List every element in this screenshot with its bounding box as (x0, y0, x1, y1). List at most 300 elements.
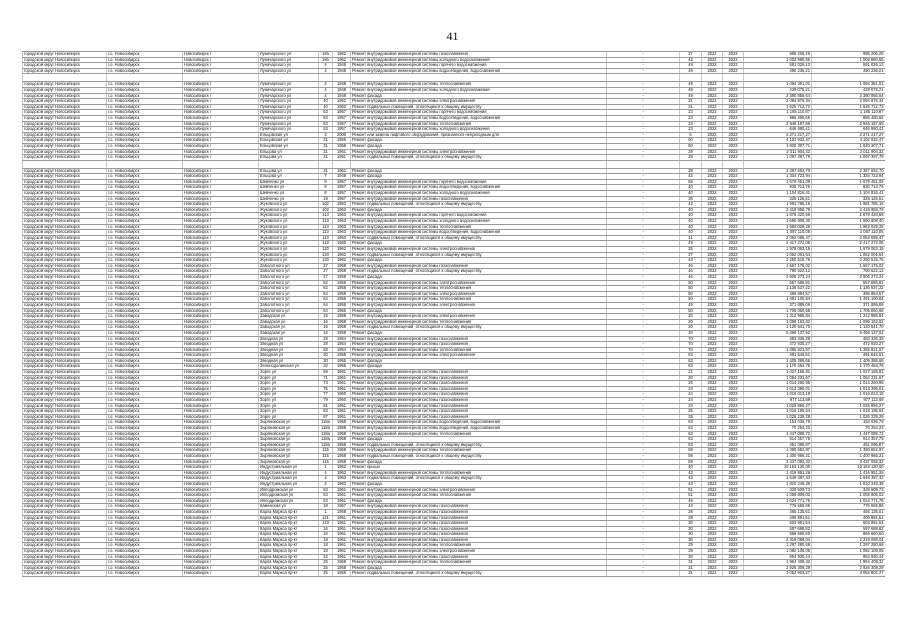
table-cell-vid_rabot: Ремонт внутридомовой инженерной системы теплоснабжения (351, 82, 607, 88)
table-cell-god_nachala: 2022 (702, 493, 723, 499)
table-cell-raion: г.о. Новосибирск (107, 437, 183, 443)
table-cell-dash: - (607, 504, 680, 510)
table-cell-vid_rabot: Ремонт внутридомовой инженерной системы газоснабжения (351, 414, 607, 420)
table-cell-okrug: городской округ Новосибирск (23, 392, 107, 398)
table-cell-srok: 50 (680, 308, 702, 314)
table-cell-srok: 63 (680, 442, 702, 448)
table-cell-stoimost: 1 667 176,02 (744, 263, 812, 269)
table-cell-vid_rabot: Ремонт внутридомовой инженерной системы газоснабжения (351, 375, 607, 381)
table-cell-god_okonchaniya: 2023 (723, 330, 744, 336)
table-cell-okrug: городской округ Новосибирск (23, 476, 107, 482)
table-cell-god_postroiki: 1956 (333, 308, 351, 314)
table-cell-okrug: городской округ Новосибирск (23, 224, 107, 230)
table-cell-god_okonchaniya: 2023 (723, 168, 744, 174)
table-cell-ulitsa: Жуковского ул (259, 207, 319, 213)
table-cell-dash: - (607, 207, 680, 213)
table-cell-srok: 41 (680, 235, 702, 241)
table-cell-ulitsa: Зыряновская ул (259, 448, 319, 454)
table-cell-god_nachala: 2022 (702, 207, 723, 213)
table-cell-god_nachala: 2022 (702, 149, 723, 155)
table-cell-dom: 64 (319, 297, 333, 303)
table-cell-stoimost_itog: 3 052 902,27 (812, 571, 885, 577)
table-cell-ulitsa: Карла Маркса пр-кт (259, 571, 319, 577)
table-cell-okrug: городской округ Новосибирск (23, 420, 107, 426)
table-cell-stoimost: 1 120 541,70 (744, 325, 812, 331)
table-cell-vid_rabot: Ремонт внутридомовой инженерной системы газоснабжения (351, 526, 607, 532)
table-cell-dom: 113 (319, 241, 333, 247)
table-cell-nas_punkt: Новосибирск г (183, 414, 259, 420)
table-cell-vid_rabot: Ремонт внутридомовой инженерной системы холодного водоснабжения (351, 191, 607, 197)
table-cell-nas_punkt: Новосибирск г (183, 521, 259, 527)
table-cell-stoimost_itog: 1 087 110,05 (812, 230, 885, 236)
table-cell-raion: г.о. Новосибирск (107, 560, 183, 566)
table-cell-dom: 123 (319, 521, 333, 527)
table-cell-stoimost_itog: 472 930,27 (812, 342, 885, 348)
table-cell-raion: г.о. Новосибирск (107, 470, 183, 476)
table-cell-dash: - (607, 532, 680, 538)
table-cell-dom: 121 (319, 515, 333, 521)
table-cell-dash: - (607, 319, 680, 325)
table-cell-okrug: городской округ Новосибирск (23, 398, 107, 404)
table-cell-raion: г.о. Новосибирск (107, 532, 183, 538)
table-cell-raion: г.о. Новосибирск (107, 138, 183, 144)
table-cell (607, 74, 680, 82)
table-cell-vid_rabot: Ремонт крыши (351, 465, 607, 471)
table-cell-stoimost: 2 011 904,32 (744, 149, 812, 155)
table-cell-nas_punkt: Новосибирск г (183, 347, 259, 353)
table-cell-raion: г.о. Новосибирск (107, 247, 183, 253)
table-cell-stoimost_itog: 1 062 001,64 (812, 252, 885, 258)
table-cell-god_postroiki: 1960 (333, 241, 351, 247)
table-cell-srok: 63 (680, 353, 702, 359)
table-cell-ulitsa: Жуковского ул (259, 219, 319, 225)
table-cell-god_postroiki: 1961 (333, 515, 351, 521)
table-cell-dom: 118а (319, 437, 333, 443)
table-cell-raion: г.о. Новосибирск (107, 325, 183, 331)
table-cell-god_postroiki: 1954 (333, 347, 351, 353)
table-cell-god_postroiki: 1958 (333, 330, 351, 336)
table-cell-god_postroiki: 1956 (333, 302, 351, 308)
table-cell-srok: 30 (680, 532, 702, 538)
table-cell-stoimost: 1 385 921,57 (744, 347, 812, 353)
table-cell-dom: 31 (319, 168, 333, 174)
table-cell-god_okonchaniya: 2023 (723, 381, 744, 387)
table-cell-okrug: городской округ Новосибирск (23, 93, 107, 99)
table-cell-okrug: городской округ Новосибирск (23, 241, 107, 247)
table-cell (107, 74, 183, 82)
table-cell-stoimost: 1 104 816,41 (744, 191, 812, 197)
table-cell-okrug: городской округ Новосибирск (23, 515, 107, 521)
table-cell-srok: 24 (680, 386, 702, 392)
table-cell-god_okonchaniya: 2023 (723, 235, 744, 241)
table-cell-srok: 46 (680, 263, 702, 269)
table-cell-god_okonchaniya: 2023 (723, 414, 744, 420)
table-cell-vid_rabot: Ремонт внутридомовой инженерной системы теплоснабжения (351, 224, 607, 230)
table-cell-stoimost_itog: 465 135,61 (812, 509, 885, 515)
table-cell-god_postroiki: 1957 (333, 127, 351, 133)
table-cell-god_postroiki: 1958 (333, 319, 351, 325)
table-cell-stoimost: 2 094 876,34 (744, 99, 812, 105)
table-cell-ulitsa: Карла Маркса пр-кт (259, 560, 319, 566)
table-cell-raion: г.о. Новосибирск (107, 63, 183, 69)
table-cell-raion: г.о. Новосибирск (107, 57, 183, 63)
table-cell-nas_punkt: Новосибирск г (183, 571, 259, 577)
table-cell-nas_punkt: Новосибирск г (183, 202, 259, 208)
table-cell-srok: 42 (680, 202, 702, 208)
table-cell-nas_punkt: Новосибирск г (183, 224, 259, 230)
table-cell-god_nachala: 2022 (702, 185, 723, 191)
table-cell-dom: 4 (319, 82, 333, 88)
table-cell-ulitsa: Ипподромская ул (259, 493, 319, 499)
table-cell-stoimost: 1 625 712,72 (744, 104, 812, 110)
table-cell-god_nachala: 2022 (702, 409, 723, 415)
table-cell (351, 160, 607, 168)
table-cell-stoimost: 1 185 110,87 (744, 110, 812, 116)
table-cell-okrug: городской округ Новосибирск (23, 104, 107, 110)
table-cell-okrug: городской округ Новосибирск (23, 168, 107, 174)
table-cell-stoimost: 1 491 100,84 (744, 297, 812, 303)
table-cell-raion: г.о. Новосибирск (107, 191, 183, 197)
table-cell-stoimost: 153 036,79 (744, 420, 812, 426)
table-cell-vid_rabot: Ремонт подвальных помещений, относящихся к общему имуществу (351, 252, 607, 258)
table-cell-okrug: городской округ Новосибирск (23, 554, 107, 560)
table-cell (23, 160, 107, 168)
table-cell-stoimost: 1 380 652,97 (744, 448, 812, 454)
table-cell-ulitsa: Ельцова ул (259, 155, 319, 161)
table-cell-stoimost: 1 405 386,66 (744, 358, 812, 364)
table-cell-nas_punkt: Новосибирск г (183, 420, 259, 426)
table-cell-nas_punkt: Новосибирск г (183, 465, 259, 471)
table-cell-god_okonchaniya: 2023 (723, 481, 744, 487)
table-cell-stoimost: 2 319 088,04 (744, 537, 812, 543)
table-cell-dash: - (607, 442, 680, 448)
table-cell-god_nachala: 2022 (702, 381, 723, 387)
table-cell-god_okonchaniya: 2023 (723, 470, 744, 476)
table-cell-dom: 113 (319, 219, 333, 225)
table-cell-stoimost: 1 334 723,94 (744, 174, 812, 180)
table-cell-vid_rabot: Ремонт внутридомовой инженерной системы электроснабжения (351, 99, 607, 105)
table-cell-vid_rabot: Ремонт подвальных помещений, относящихся к общему имуществу (351, 235, 607, 241)
table-cell-god_postroiki: 1961 (333, 414, 351, 420)
table-cell-god_okonchaniya: 2023 (723, 132, 744, 138)
table-cell-dash: - (607, 82, 680, 88)
table-cell-god_nachala: 2022 (702, 127, 723, 133)
table-cell-god_okonchaniya: 2023 (723, 155, 744, 161)
table-cell-nas_punkt: Новосибирск г (183, 549, 259, 555)
table-cell-god_okonchaniya: 2023 (723, 498, 744, 504)
table-cell-god_postroiki: 1961 (333, 543, 351, 549)
table-cell-stoimost_itog: 1 002 980,55 (812, 57, 885, 63)
table-cell-dash: - (607, 386, 680, 392)
table-cell-stoimost_itog: 1 416 951,26 (812, 470, 885, 476)
table-cell-stoimost_itog: 1 013 396,01 (812, 386, 885, 392)
table-cell-srok: 43 (680, 476, 702, 482)
table-cell-god_nachala: 2022 (702, 453, 723, 459)
table-cell-god_postroiki: 1961 (333, 498, 351, 504)
table-cell-srok: 43 (680, 258, 702, 264)
table-cell-god_postroiki: 1961 (333, 532, 351, 538)
table-cell-dom: 2 (319, 132, 333, 138)
table-cell-okrug: городской округ Новосибирск (23, 127, 107, 133)
table-cell-raion: г.о. Новосибирск (107, 235, 183, 241)
table-cell-god_postroiki: 1962 (333, 258, 351, 264)
table-cell-stoimost: 2 945 187,69 (744, 121, 812, 127)
table-cell-stoimost_itog: 2 387 652,70 (812, 168, 885, 174)
table-cell-nas_punkt: Новосибирск г (183, 213, 259, 219)
table-cell-srok: 50 (680, 291, 702, 297)
table-cell-god_postroiki: 1962 (333, 252, 351, 258)
table-cell-nas_punkt: Новосибирск г (183, 314, 259, 320)
table-cell-dash: - (607, 230, 680, 236)
table-cell-dash: - (607, 308, 680, 314)
table-cell-god_postroiki: 1962 (333, 57, 351, 63)
table-cell-god_postroiki: 1958 (333, 274, 351, 280)
table-cell-ulitsa: Звездная ул (259, 353, 319, 359)
table-cell-raion: г.о. Новосибирск (107, 504, 183, 510)
table-cell-ulitsa: Жуковского ул (259, 213, 319, 219)
table-cell-srok: 28 (680, 515, 702, 521)
table-cell-srok: 59 (680, 459, 702, 465)
table-cell-stoimost: 1 024 771,76 (744, 498, 812, 504)
table-cell-stoimost: 2 418 958,79 (744, 207, 812, 213)
table-cell-nas_punkt: Новосибирск г (183, 493, 259, 499)
table-cell-okrug: городской округ Новосибирск (23, 191, 107, 197)
table-cell-dash: - (607, 470, 680, 476)
table-cell-dom: 71 (319, 375, 333, 381)
table-cell-dom: 63 (319, 110, 333, 116)
table-cell-dash: - (607, 414, 680, 420)
table-cell-nas_punkt: Новосибирск г (183, 219, 259, 225)
table-cell-srok: 50 (680, 143, 702, 149)
table-cell-god_nachala: 2022 (702, 325, 723, 331)
table-cell-nas_punkt: Новосибирск г (183, 93, 259, 99)
table-cell-god_nachala: 2022 (702, 224, 723, 230)
table-cell-okrug: городской округ Новосибирск (23, 526, 107, 532)
table-cell-ulitsa: Ельцовская ул (259, 138, 319, 144)
table-cell-dom: 31 (319, 143, 333, 149)
table-cell-stoimost: 451 096,87 (744, 442, 812, 448)
table-cell-god_nachala: 2022 (702, 99, 723, 105)
table-cell-god_nachala: 2022 (702, 93, 723, 99)
table-cell-stoimost: 491 646,51 (744, 353, 812, 359)
table-cell-dash: - (607, 487, 680, 493)
table-cell-okrug: городской округ Новосибирск (23, 459, 107, 465)
table-cell-stoimost: 2 417 272,06 (744, 241, 812, 247)
table-cell-okrug: городской округ Новосибирск (23, 174, 107, 180)
table-cell-srok: 65 (680, 179, 702, 185)
table-cell-stoimost_itog: 790 522,12 (812, 269, 885, 275)
table-cell-nas_punkt: Новосибирск г (183, 235, 259, 241)
table-cell-dom: 8 (319, 179, 333, 185)
table-cell-ulitsa: Карла Маркса пр-кт (259, 554, 319, 560)
table-cell-srok: 31 (680, 571, 702, 577)
table-cell-nas_punkt: Новосибирск г (183, 308, 259, 314)
table-cell-dom: 4 (319, 87, 333, 93)
table-cell-god_nachala: 2022 (702, 560, 723, 566)
table-cell-dash: - (607, 297, 680, 303)
table-cell (259, 160, 319, 168)
table-cell-raion: г.о. Новосибирск (107, 314, 183, 320)
table-cell-god_postroiki: 1955 (333, 358, 351, 364)
table-cell-god_nachala: 2022 (702, 132, 723, 138)
table-cell (319, 74, 333, 82)
table-cell-srok: 46 (680, 269, 702, 275)
table-cell-okrug: городской округ Новосибирск (23, 353, 107, 359)
table-cell-dom: 118а (319, 442, 333, 448)
table-cell-ulitsa: Зыряновская ул (259, 459, 319, 465)
table-cell-stoimost: 4 102 932,47 (744, 138, 812, 144)
table-cell-srok: 29 (680, 168, 702, 174)
table-cell-raion: г.о. Новосибирск (107, 465, 183, 471)
table-cell-god_postroiki: 1958 (333, 453, 351, 459)
table-cell-ulitsa: Карла Маркса пр-кт (259, 543, 319, 549)
table-cell-vid_rabot: Ремонт внутридомовой инженерной системы теплоснабжения (351, 560, 607, 566)
table-cell-srok: 31 (680, 560, 702, 566)
table-cell-raion: г.о. Новосибирск (107, 286, 183, 292)
table-cell-raion: г.о. Новосибирск (107, 121, 183, 127)
table-cell-vid_rabot: Ремонт внутридомовой инженерной системы холодного водоснабжения (351, 219, 607, 225)
table-cell-raion: г.о. Новосибирск (107, 336, 183, 342)
table-cell-ulitsa: Шевченко ул (259, 191, 319, 197)
table-cell-stoimost_itog: 1 981 786,16 (812, 202, 885, 208)
table-cell-stoimost: 503 991,54 (744, 521, 812, 527)
table-cell-vid_rabot: Ремонт фасада (351, 565, 607, 571)
table-cell-god_postroiki: 1948 (333, 93, 351, 99)
table-cell-srok: 70 (680, 347, 702, 353)
table-cell-okrug: городской округ Новосибирск (23, 403, 107, 409)
table-cell-dash: - (607, 565, 680, 571)
table-cell-dash: - (607, 560, 680, 566)
table-cell-dom: 79 (319, 398, 333, 404)
table-cell-raion: г.о. Новосибирск (107, 330, 183, 336)
table-cell-god_okonchaniya: 2023 (723, 57, 744, 63)
table-cell-ulitsa: Ипподромская ул (259, 487, 319, 493)
table-cell-god_okonchaniya: 2023 (723, 230, 744, 236)
table-cell-god_okonchaniya: 2023 (723, 241, 744, 247)
table-cell-dom: 64 (319, 291, 333, 297)
table-cell-stoimost_itog: 406 891,51 (812, 515, 885, 521)
table-cell-raion: г.о. Новосибирск (107, 115, 183, 121)
table-cell-god_postroiki: 1961 (333, 168, 351, 174)
table-cell-stoimost_itog: 1 964 409,32 (812, 560, 885, 566)
table-cell-okrug: городской округ Новосибирск (23, 319, 107, 325)
table-cell-god_okonchaniya: 2023 (723, 453, 744, 459)
table-cell-dash: - (607, 549, 680, 555)
table-cell-god_nachala: 2022 (702, 476, 723, 482)
table-cell-srok: 40 (680, 191, 702, 197)
table-cell-okrug: городской округ Новосибирск (23, 291, 107, 297)
table-cell-stoimost: 429 075,21 (744, 87, 812, 93)
table-cell-stoimost: 406 891,51 (744, 515, 812, 521)
table-cell-god_nachala: 2022 (702, 286, 723, 292)
table-cell (702, 74, 723, 82)
table-cell-dom: 25 (319, 560, 333, 566)
table-cell-god_nachala: 2022 (702, 302, 723, 308)
table-cell-stoimost_itog: 1 679 451,09 (812, 179, 885, 185)
table-cell-nas_punkt: Новосибирск г (183, 409, 259, 415)
table-cell-vid_rabot: Ремонт внутридомовой инженерной системы электроснабжения (351, 280, 607, 286)
table-cell-vid_rabot: Ремонт фасада (351, 138, 607, 144)
table-cell-god_postroiki: 1958 (333, 420, 351, 426)
table-cell-stoimost: 1 810 249,39 (744, 481, 812, 487)
table-cell (680, 160, 702, 168)
table-cell-god_postroiki: 1956 (333, 291, 351, 297)
table-cell-god_okonchaniya: 2023 (723, 465, 744, 471)
table-cell-god_nachala: 2022 (702, 347, 723, 353)
table-body (23, 52, 885, 577)
table-cell-ulitsa: Заводская ул (259, 314, 319, 320)
table-cell-nas_punkt: Новосибирск г (183, 358, 259, 364)
table-cell-raion: г.о. Новосибирск (107, 99, 183, 105)
table-cell-srok: 40 (680, 230, 702, 236)
table-cell-raion: г.о. Новосибирск (107, 297, 183, 303)
table-cell-nas_punkt: Новосибирск г (183, 370, 259, 376)
table-cell-vid_rabot: Ремонт фасада (351, 274, 607, 280)
table-cell-ulitsa: Жуковского ул (259, 202, 319, 208)
table-cell-stoimost: 490 236,21 (744, 68, 812, 74)
table-cell-stoimost: 977 113,69 (744, 398, 812, 404)
table-cell-god_nachala: 2022 (702, 258, 723, 264)
table-cell-god_okonchaniya: 2023 (723, 342, 744, 348)
table-cell-okrug: городской округ Новосибирск (23, 274, 107, 280)
table-cell-dom: 28 (319, 347, 333, 353)
table-cell-ulitsa: Заболотного ул (259, 286, 319, 292)
table-cell-stoimost: 930 713,76 (744, 185, 812, 191)
table-cell-stoimost_itog: 1 667 176,02 (812, 263, 885, 269)
table-cell-stoimost_itog: 914 357,79 (812, 437, 885, 443)
table-cell-god_okonchaniya: 2023 (723, 532, 744, 538)
table-cell-okrug: городской округ Новосибирск (23, 521, 107, 527)
table-cell-okrug: городской округ Новосибирск (23, 509, 107, 515)
table-cell-god_okonchaniya: 2023 (723, 191, 744, 197)
table-cell-stoimost_itog: 2 926 309,29 (812, 565, 885, 571)
table-cell-raion: г.о. Новосибирск (107, 127, 183, 133)
table-cell-vid_rabot: Ремонт внутридомовой инженерной системы электроснабжения (351, 314, 607, 320)
table-cell-stoimost_itog: 1 014 260,95 (812, 381, 885, 387)
table-cell-god_nachala: 2022 (702, 353, 723, 359)
table-cell-god_okonchaniya: 2023 (723, 353, 744, 359)
table-cell-dom: 64 (319, 308, 333, 314)
table-cell-stoimost: 3 052 902,27 (744, 571, 812, 577)
table-cell-god_postroiki: 1961 (333, 526, 351, 532)
table-cell-nas_punkt: Новосибирск г (183, 274, 259, 280)
table-cell-dash: - (607, 571, 680, 577)
table-cell-stoimost: 790 522,12 (744, 269, 812, 275)
page-number: 41 (446, 29, 459, 43)
table-cell-vid_rabot: Ремонт фасада (351, 498, 607, 504)
table-cell-vid_rabot: Ремонт внутридомовой инженерной системы газоснабжения (351, 336, 607, 342)
table-cell-ulitsa: Зыряновская ул (259, 442, 319, 448)
table-cell-okrug: городской округ Новосибирск (23, 358, 107, 364)
table-cell-vid_rabot: Ремонт внутридомовой инженерной системы теплоснабжения (351, 431, 607, 437)
table-cell-god_nachala: 2022 (702, 571, 723, 577)
table-cell-god_postroiki: 1948 (333, 87, 351, 93)
table-cell-dash: - (607, 258, 680, 264)
table-cell-srok: 49 (680, 63, 702, 69)
table-cell-vid_rabot: Ремонт внутридомовой инженерной системы теплоснабжения (351, 121, 607, 127)
table-cell-god_postroiki: 1958 (333, 143, 351, 149)
table-cell-dash: - (607, 127, 680, 133)
table-cell-god_nachala: 2022 (702, 247, 723, 253)
table-cell-vid_rabot: Ремонт подвальных помещений, относящихся к общему имуществу (351, 202, 607, 208)
table-cell-srok: 25 (680, 381, 702, 387)
table-cell (812, 160, 885, 168)
table-cell-srok: 40 (680, 213, 702, 219)
table-cell-nas_punkt: Новосибирск г (183, 179, 259, 185)
table-cell-dom: 1 (319, 465, 333, 471)
table-cell-raion: г.о. Новосибирск (107, 364, 183, 370)
table-cell-ulitsa: Луначарского ул (259, 68, 319, 74)
